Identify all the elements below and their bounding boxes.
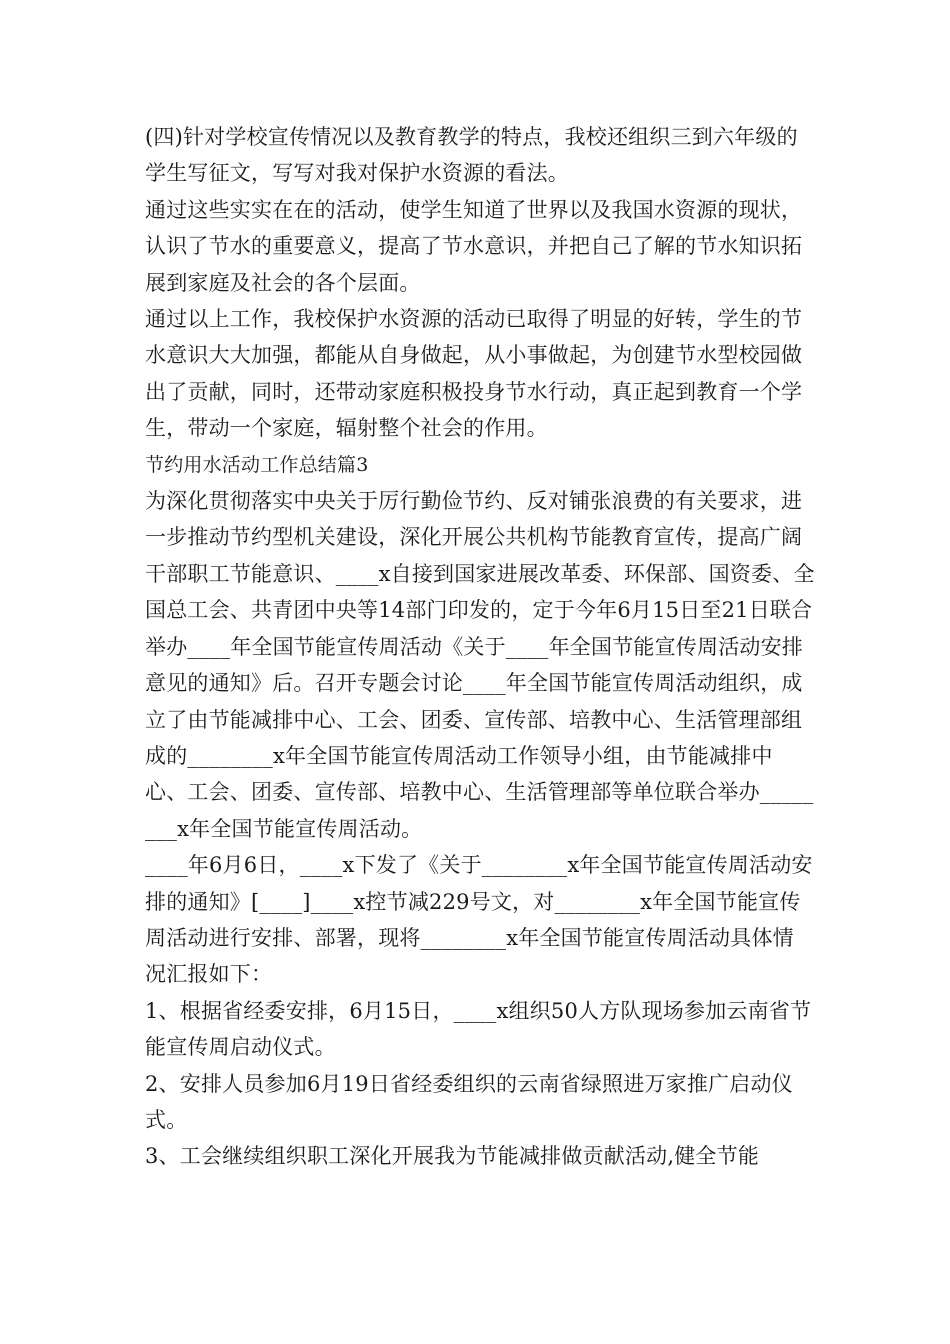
paragraph-water-essay: (四)针对学校宣传情况以及教育教学的特点，我校还组织三到六年级的学生写征文，写写对我对保护水资源的看法。 — [145, 125, 798, 186]
list-item-3: 3、工会继续组织职工深化开展我为节能减排做贡献活动,健全节能 — [145, 1144, 760, 1169]
paragraph-work-summary: 通过以上工作，我校保护水资源的活动已取得了明显的好转，学生的节水意识大大加强，都能从自身做起，从小事做起，为创建节水型校园做出了贡献，同时，还带动家庭积极投身节水行动，真正起到教育一个学生，带动一个家庭，辐射整个社会的作用。 — [145, 307, 803, 441]
paragraph-energy-week-intro: 为深化贯彻落实中央关于厉行勤俭节约、反对铺张浪费的有关要求，进一步推动节约型机关建设，深化开展公共机构节能教育宣传，提高广阔干部职工节能意识、____x自接到国家进展改革委、环保部、国资委、全国总工会、共青团中央等14部门印发的，定于今年6月15日至21日联合举办____年全国节能宣传周活动《关于____年全国节能宣传周活动安排意见的通知》后。召开专题会讨论____年全国节能宣传周活动组织，成立了由节能减排中心、工会、团委、宣传部、培教中心、生活管理部组成的________x年全国节能宣传周活动工作领导小组，由节能减排中心、工会、团委、宣传部、培教中心、生活管理部等单位联合举办________x年全国节能宣传周活动。 — [145, 489, 815, 841]
list-item-1: 1、根据省经委安排，6月15日，____x组织50人方队现场参加云南省节能宣传周启动仪式。 — [145, 998, 812, 1060]
paragraph-activity-outcome: 通过这些实实在在的活动，使学生知道了世界以及我国水资源的现状，认识了节水的重要意义，提高了节水意识，并把自己了解的节水知识拓展到家庭及社会的各个层面。 — [145, 197, 803, 295]
section-heading: 节约用水活动工作总结篇3 — [145, 453, 369, 476]
paragraph-notice: ____年6月6日，____x下发了《关于________x年全国节能宣传周活动安排的通知》[____]____x控节减229号文，对________x年全国节能宣传周活动进行安排、部署，现将________x年全国节能宣传周活动具体情况汇报如下： — [145, 853, 813, 987]
document-page — [145, 119, 815, 1175]
list-item-2: 2、安排人员参加6月19日省经委组织的云南省绿照进万家推广启动仪式。 — [145, 1071, 793, 1132]
